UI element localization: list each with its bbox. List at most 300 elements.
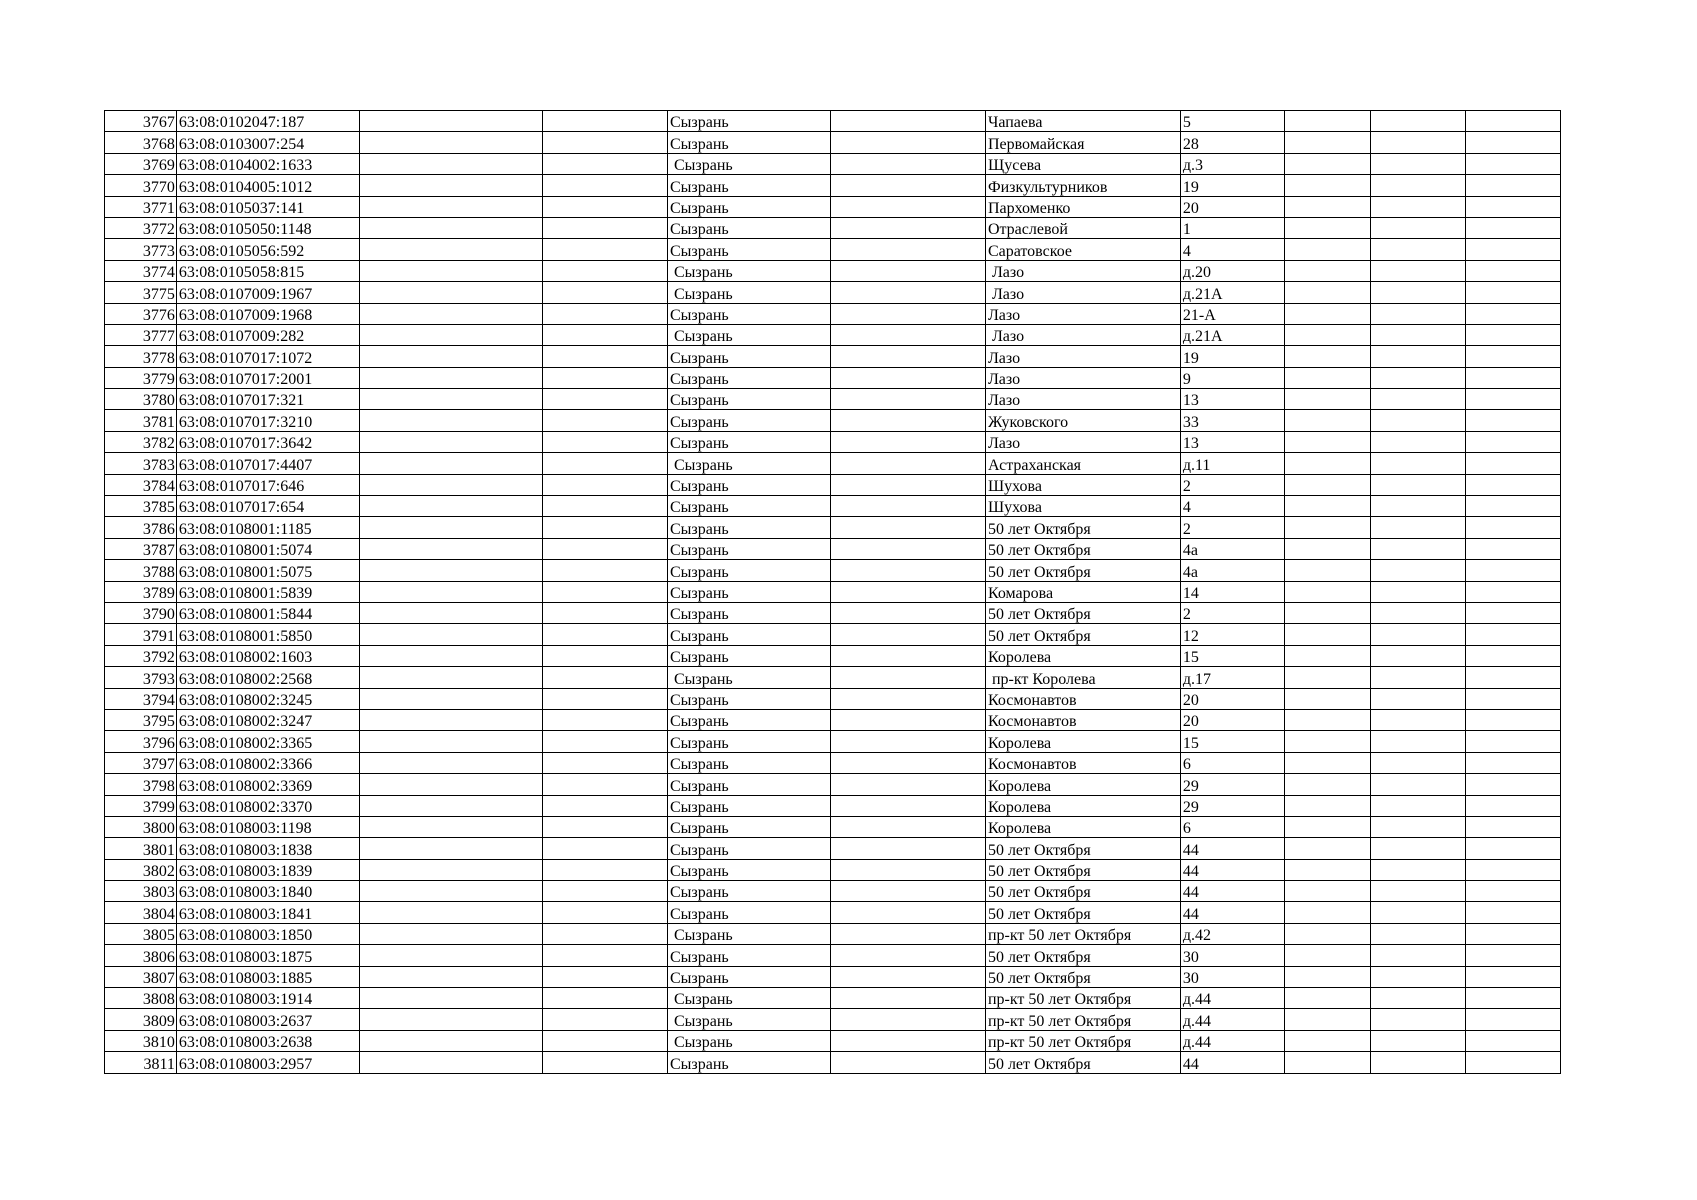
row-number-cell: 3796 (105, 731, 177, 752)
empty-cell (1285, 303, 1371, 324)
house-number-cell: 5 (1180, 111, 1285, 132)
street-cell: 50 лет Октября (985, 538, 1180, 559)
empty-cell (1466, 923, 1561, 944)
empty-cell (1466, 196, 1561, 217)
street-cell: Шухова (985, 474, 1180, 495)
empty-cell (1371, 881, 1466, 902)
street-cell: 50 лет Октября (985, 859, 1180, 880)
house-number-cell: 28 (1180, 132, 1285, 153)
empty-cell (1466, 111, 1561, 132)
table-row (105, 602, 1561, 623)
table-row (105, 752, 1561, 773)
row-number-cell: 3781 (105, 410, 177, 431)
cadastral-number-cell: 63:08:0108001:5839 (176, 581, 359, 602)
empty-cell (1371, 111, 1466, 132)
cadastral-number-cell: 63:08:0107017:3210 (176, 410, 359, 431)
empty-cell (1466, 367, 1561, 388)
empty-cell (359, 367, 542, 388)
empty-cell (831, 881, 986, 902)
row-number-cell: 3797 (105, 752, 177, 773)
empty-cell (359, 560, 542, 581)
row-number-cell: 3785 (105, 496, 177, 517)
table-row (105, 282, 1561, 303)
empty-cell (831, 111, 986, 132)
empty-cell (542, 367, 667, 388)
table-row (105, 239, 1561, 260)
empty-cell (359, 496, 542, 517)
row-number-cell: 3795 (105, 709, 177, 730)
empty-cell (1285, 196, 1371, 217)
empty-cell (831, 431, 986, 452)
house-number-cell: 2 (1180, 474, 1285, 495)
city-cell: Сызрань (667, 453, 830, 474)
empty-cell (831, 602, 986, 623)
street-cell: Физкультурников (985, 175, 1180, 196)
empty-cell (831, 645, 986, 666)
table-row (105, 859, 1561, 880)
table-row (105, 881, 1561, 902)
empty-cell (831, 1030, 986, 1051)
empty-cell (1371, 902, 1466, 923)
cadastral-number-cell: 63:08:0107009:1967 (176, 282, 359, 303)
empty-cell (542, 474, 667, 495)
row-number-cell: 3775 (105, 282, 177, 303)
table-row (105, 453, 1561, 474)
empty-cell (542, 774, 667, 795)
empty-cell (1466, 902, 1561, 923)
empty-cell (1466, 410, 1561, 431)
city-cell: Сызрань (667, 709, 830, 730)
cadastral-number-cell: 63:08:0108003:1885 (176, 966, 359, 987)
row-number-cell: 3804 (105, 902, 177, 923)
empty-cell (831, 945, 986, 966)
empty-cell (831, 902, 986, 923)
empty-cell (542, 517, 667, 538)
street-cell: 50 лет Октября (985, 624, 1180, 645)
row-number-cell: 3777 (105, 324, 177, 345)
empty-cell (1371, 838, 1466, 859)
empty-cell (1466, 153, 1561, 174)
empty-cell (1466, 389, 1561, 410)
empty-cell (359, 709, 542, 730)
cadastral-number-cell: 63:08:0107017:321 (176, 389, 359, 410)
house-number-cell: 15 (1180, 645, 1285, 666)
empty-cell (1466, 752, 1561, 773)
empty-cell (1371, 624, 1466, 645)
empty-cell (359, 239, 542, 260)
empty-cell (542, 560, 667, 581)
house-number-cell: 30 (1180, 966, 1285, 987)
empty-cell (1371, 474, 1466, 495)
city-cell: Сызрань (667, 581, 830, 602)
row-number-cell: 3784 (105, 474, 177, 495)
empty-cell (1285, 645, 1371, 666)
empty-cell (1371, 966, 1466, 987)
empty-cell (1371, 1052, 1466, 1073)
empty-cell (359, 881, 542, 902)
house-number-cell: 44 (1180, 838, 1285, 859)
city-cell: Сызрань (667, 196, 830, 217)
row-number-cell: 3771 (105, 196, 177, 217)
street-cell: Астраханская (985, 453, 1180, 474)
row-number-cell: 3773 (105, 239, 177, 260)
house-number-cell: 1 (1180, 217, 1285, 238)
empty-cell (359, 731, 542, 752)
empty-cell (831, 988, 986, 1009)
cadastral-number-cell: 63:08:0108003:1839 (176, 859, 359, 880)
city-cell: Сызрань (667, 966, 830, 987)
street-cell: Лазо (985, 346, 1180, 367)
cadastral-number-cell: 63:08:0108003:1850 (176, 923, 359, 944)
empty-cell (1285, 1030, 1371, 1051)
empty-cell (359, 838, 542, 859)
empty-cell (542, 431, 667, 452)
street-cell: Жуковского (985, 410, 1180, 431)
empty-cell (831, 410, 986, 431)
row-number-cell: 3788 (105, 560, 177, 581)
city-cell: Сызрань (667, 389, 830, 410)
table-row (105, 667, 1561, 688)
cadastral-number-cell: 63:08:0108003:1838 (176, 838, 359, 859)
city-cell: Сызрань (667, 282, 830, 303)
empty-cell (1285, 496, 1371, 517)
street-cell: Чапаева (985, 111, 1180, 132)
empty-cell (1466, 1009, 1561, 1030)
city-cell: Сызрань (667, 217, 830, 238)
cadastral-number-cell: 63:08:0108001:5850 (176, 624, 359, 645)
table-row (105, 945, 1561, 966)
city-cell: Сызрань (667, 132, 830, 153)
city-cell: Сызрань (667, 752, 830, 773)
empty-cell (1285, 709, 1371, 730)
city-cell: Сызрань (667, 945, 830, 966)
table-row (105, 1052, 1561, 1073)
empty-cell (1285, 560, 1371, 581)
empty-cell (1466, 859, 1561, 880)
city-cell: Сызрань (667, 324, 830, 345)
cadastral-number-cell: 63:08:0108002:2568 (176, 667, 359, 688)
row-number-cell: 3798 (105, 774, 177, 795)
street-cell: Лазо (985, 431, 1180, 452)
empty-cell (542, 1030, 667, 1051)
empty-cell (1466, 966, 1561, 987)
empty-cell (542, 709, 667, 730)
street-cell: Королева (985, 731, 1180, 752)
street-cell: 50 лет Октября (985, 966, 1180, 987)
empty-cell (542, 453, 667, 474)
empty-cell (831, 153, 986, 174)
empty-cell (1371, 581, 1466, 602)
empty-cell (1285, 453, 1371, 474)
cadastral-number-cell: 63:08:0102047:187 (176, 111, 359, 132)
empty-cell (542, 132, 667, 153)
empty-cell (1285, 881, 1371, 902)
house-number-cell: д.44 (1180, 988, 1285, 1009)
house-number-cell: 13 (1180, 389, 1285, 410)
table-row (105, 132, 1561, 153)
empty-cell (831, 175, 986, 196)
city-cell: Сызрань (667, 517, 830, 538)
street-cell: Лазо (985, 389, 1180, 410)
empty-cell (359, 260, 542, 281)
row-number-cell: 3793 (105, 667, 177, 688)
house-number-cell: 33 (1180, 410, 1285, 431)
empty-cell (359, 688, 542, 709)
street-cell: Королева (985, 816, 1180, 837)
street-cell: Лазо (985, 260, 1180, 281)
empty-cell (1466, 324, 1561, 345)
empty-cell (542, 217, 667, 238)
empty-cell (1371, 602, 1466, 623)
empty-cell (359, 795, 542, 816)
street-cell: 50 лет Октября (985, 560, 1180, 581)
row-number-cell: 3769 (105, 153, 177, 174)
row-number-cell: 3789 (105, 581, 177, 602)
empty-cell (1371, 132, 1466, 153)
city-cell: Сызрань (667, 816, 830, 837)
empty-cell (542, 795, 667, 816)
city-cell: Сызрань (667, 881, 830, 902)
empty-cell (1285, 367, 1371, 388)
empty-cell (359, 431, 542, 452)
empty-cell (1466, 260, 1561, 281)
street-cell: Королева (985, 774, 1180, 795)
empty-cell (359, 966, 542, 987)
empty-cell (1285, 175, 1371, 196)
city-cell: Сызрань (667, 260, 830, 281)
row-number-cell: 3768 (105, 132, 177, 153)
city-cell: Сызрань (667, 474, 830, 495)
city-cell: Сызрань (667, 688, 830, 709)
city-cell: Сызрань (667, 838, 830, 859)
cadastral-number-cell: 63:08:0103007:254 (176, 132, 359, 153)
house-number-cell: 19 (1180, 346, 1285, 367)
street-cell: Космонавтов (985, 752, 1180, 773)
empty-cell (1371, 282, 1466, 303)
city-cell: Сызрань (667, 538, 830, 559)
table-row (105, 196, 1561, 217)
table-row (105, 217, 1561, 238)
empty-cell (542, 282, 667, 303)
empty-cell (542, 1052, 667, 1073)
city-cell: Сызрань (667, 988, 830, 1009)
row-number-cell: 3794 (105, 688, 177, 709)
street-cell: 50 лет Октября (985, 945, 1180, 966)
empty-cell (1371, 538, 1466, 559)
empty-cell (831, 667, 986, 688)
row-number-cell: 3799 (105, 795, 177, 816)
empty-cell (359, 602, 542, 623)
empty-cell (359, 538, 542, 559)
row-number-cell: 3770 (105, 175, 177, 196)
table-row (105, 795, 1561, 816)
empty-cell (542, 731, 667, 752)
empty-cell (1466, 346, 1561, 367)
empty-cell (1466, 624, 1561, 645)
house-number-cell: 30 (1180, 945, 1285, 966)
row-number-cell: 3810 (105, 1030, 177, 1051)
empty-cell (542, 859, 667, 880)
table-row (105, 303, 1561, 324)
cadastral-number-cell: 63:08:0107017:2001 (176, 367, 359, 388)
house-number-cell: 4а (1180, 538, 1285, 559)
house-number-cell: 9 (1180, 367, 1285, 388)
empty-cell (1371, 859, 1466, 880)
street-cell: Комарова (985, 581, 1180, 602)
row-number-cell: 3779 (105, 367, 177, 388)
street-cell: Пархоменко (985, 196, 1180, 217)
cadastral-number-cell: 63:08:0108002:1603 (176, 645, 359, 666)
cadastral-number-cell: 63:08:0108003:2957 (176, 1052, 359, 1073)
empty-cell (1371, 1030, 1466, 1051)
empty-cell (1371, 239, 1466, 260)
empty-cell (1371, 431, 1466, 452)
table-row (105, 709, 1561, 730)
cadastral-number-cell: 63:08:0108001:1185 (176, 517, 359, 538)
empty-cell (1466, 517, 1561, 538)
city-cell: Сызрань (667, 731, 830, 752)
property-table (104, 110, 1561, 1074)
table-row (105, 688, 1561, 709)
empty-cell (1371, 709, 1466, 730)
empty-cell (542, 410, 667, 431)
empty-cell (1371, 389, 1466, 410)
empty-cell (1466, 239, 1561, 260)
cadastral-number-cell: 63:08:0107017:3642 (176, 431, 359, 452)
empty-cell (1285, 410, 1371, 431)
house-number-cell: д.3 (1180, 153, 1285, 174)
table-row (105, 538, 1561, 559)
empty-cell (542, 538, 667, 559)
cadastral-number-cell: 63:08:0107009:282 (176, 324, 359, 345)
empty-cell (831, 816, 986, 837)
street-cell: пр-кт 50 лет Октября (985, 988, 1180, 1009)
empty-cell (831, 217, 986, 238)
empty-cell (1466, 795, 1561, 816)
house-number-cell: 20 (1180, 196, 1285, 217)
street-cell: 50 лет Октября (985, 517, 1180, 538)
empty-cell (359, 1052, 542, 1073)
empty-cell (831, 581, 986, 602)
empty-cell (542, 153, 667, 174)
row-number-cell: 3806 (105, 945, 177, 966)
empty-cell (359, 1030, 542, 1051)
empty-cell (542, 988, 667, 1009)
table-row (105, 581, 1561, 602)
empty-cell (831, 496, 986, 517)
empty-cell (831, 1009, 986, 1030)
street-cell: Космонавтов (985, 688, 1180, 709)
table-row (105, 923, 1561, 944)
cadastral-number-cell: 63:08:0108002:3370 (176, 795, 359, 816)
empty-cell (1466, 838, 1561, 859)
row-number-cell: 3801 (105, 838, 177, 859)
cadastral-number-cell: 63:08:0108002:3247 (176, 709, 359, 730)
empty-cell (1466, 602, 1561, 623)
empty-cell (1371, 410, 1466, 431)
house-number-cell: 15 (1180, 731, 1285, 752)
empty-cell (1285, 1052, 1371, 1073)
row-number-cell: 3803 (105, 881, 177, 902)
empty-cell (831, 132, 986, 153)
street-cell: Лазо (985, 324, 1180, 345)
city-cell: Сызрань (667, 645, 830, 666)
empty-cell (359, 175, 542, 196)
cadastral-number-cell: 63:08:0108001:5075 (176, 560, 359, 581)
empty-cell (359, 196, 542, 217)
empty-cell (1285, 624, 1371, 645)
empty-cell (359, 581, 542, 602)
row-number-cell: 3792 (105, 645, 177, 666)
empty-cell (359, 474, 542, 495)
empty-cell (1285, 282, 1371, 303)
empty-cell (1371, 988, 1466, 1009)
table-row (105, 816, 1561, 837)
empty-cell (1466, 667, 1561, 688)
empty-cell (359, 988, 542, 1009)
empty-cell (542, 752, 667, 773)
house-number-cell: д.20 (1180, 260, 1285, 281)
empty-cell (359, 624, 542, 645)
empty-cell (542, 945, 667, 966)
street-cell: Саратовское (985, 239, 1180, 260)
house-number-cell: 12 (1180, 624, 1285, 645)
empty-cell (1285, 945, 1371, 966)
empty-cell (542, 346, 667, 367)
empty-cell (1466, 1030, 1561, 1051)
empty-cell (1466, 496, 1561, 517)
empty-cell (359, 389, 542, 410)
cadastral-number-cell: 63:08:0108002:3245 (176, 688, 359, 709)
empty-cell (1466, 881, 1561, 902)
empty-cell (1371, 453, 1466, 474)
empty-cell (831, 453, 986, 474)
empty-cell (359, 303, 542, 324)
empty-cell (1466, 1052, 1561, 1073)
table-row (105, 966, 1561, 987)
house-number-cell: 6 (1180, 752, 1285, 773)
house-number-cell: 14 (1180, 581, 1285, 602)
row-number-cell: 3809 (105, 1009, 177, 1030)
empty-cell (542, 389, 667, 410)
empty-cell (359, 859, 542, 880)
house-number-cell: д.17 (1180, 667, 1285, 688)
row-number-cell: 3772 (105, 217, 177, 238)
empty-cell (542, 667, 667, 688)
city-cell: Сызрань (667, 795, 830, 816)
empty-cell (359, 945, 542, 966)
empty-cell (831, 474, 986, 495)
empty-cell (359, 517, 542, 538)
empty-cell (831, 239, 986, 260)
city-cell: Сызрань (667, 1009, 830, 1030)
house-number-cell: 20 (1180, 709, 1285, 730)
empty-cell (1371, 196, 1466, 217)
empty-cell (1466, 988, 1561, 1009)
street-cell: Шухова (985, 496, 1180, 517)
empty-cell (1285, 1009, 1371, 1030)
row-number-cell: 3783 (105, 453, 177, 474)
empty-cell (1371, 303, 1466, 324)
cadastral-number-cell: 63:08:0107017:1072 (176, 346, 359, 367)
cadastral-number-cell: 63:08:0108003:1914 (176, 988, 359, 1009)
city-cell: Сызрань (667, 431, 830, 452)
table-row (105, 496, 1561, 517)
table-row (105, 474, 1561, 495)
row-number-cell: 3805 (105, 923, 177, 944)
empty-cell (1466, 303, 1561, 324)
empty-cell (1466, 816, 1561, 837)
